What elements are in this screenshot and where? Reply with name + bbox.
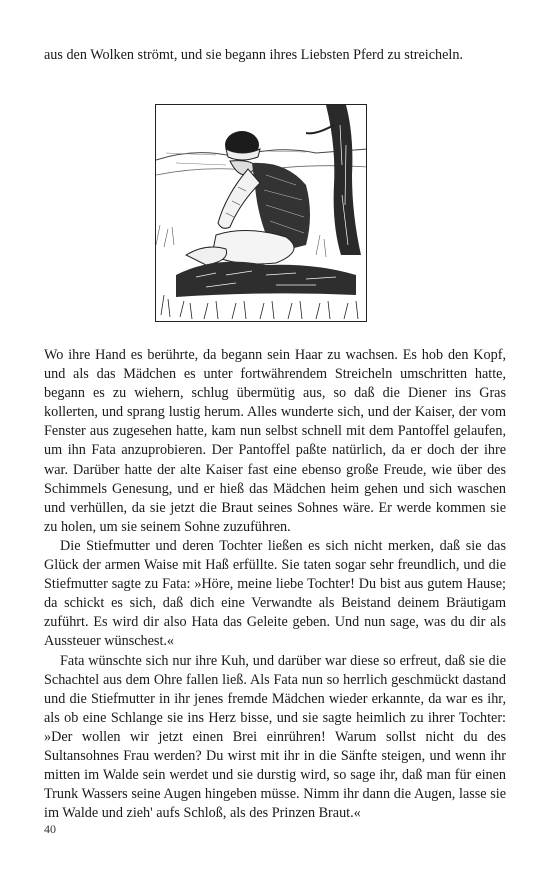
illustration-woodcut	[155, 104, 367, 322]
main-text	[44, 346, 506, 823]
illustration-drawing	[156, 105, 367, 322]
text-continuation	[44, 46, 506, 65]
paragraph: Fata wünschte sich nur ihre Kuh, und darüber war diese so erfreut, daß sie die Schachtel aus dem Ohre fallen ließ. Als Fata nun so herrlich geschmückt dastand und die Stiefmutter in ihr jenes fremde Mädchen wieder erkannte, da war es ihr, als ob eine Schlange sie ins Herz bisse, und sie sagte heimlich zu ihrer Tochter: »Der wollen wir jetzt einen Brei einrühren! Warum sollst nicht du des Sultansohnes Frau werden? Du wirst mit ihr in die Sänfte steigen, und wenn ihr mitten im Walde sein werdet und sie durstig wird, so sage ihr, daß man für einen Trunk Wassers seine Augen hingeben müsse. Nimm ihr dann die Augen, lasse sie im Walde und zieh' aufs Schloß, als des Prinzen Braut.«	[44, 652, 506, 822]
page-number: 40	[44, 822, 56, 836]
paragraph: Die Stiefmutter und deren Tochter ließen es sich nicht merken, daß sie das Glück der armen Waise mit Haß erfüllte. Sie taten sogar sehr freundlich, und die Stiefmutter sagte zu Fata: »Höre, meine liebe Tochter! Du bist aus gutem Hause; da schickt es sich, daß dich eine Verwandte als Beistand deinem Bräutigam zuführt. Es wird dir also Hata das Geleite geben. Und nun sage, was du dir als Aussteuer wünschest.«	[44, 537, 506, 650]
continuation-paragraph: aus den Wolken strömt, und sie begann ihres Liebsten Pferd zu streicheln.	[44, 47, 463, 63]
paragraph: Wo ihre Hand es berührte, da begann sein Haar zu wachsen. Es hob den Kopf, und als das Mädchen es unter fortwährendem Streicheln umschritten hatte, begann es zu wiehern, schlug übermütig aus, so daß die Diener ins Gras kollerten, und sprang lustig herum. Alles wunderte sich, und der Kaiser, der vom Fenster aus zugesehen hatte, kam nun selbst schnell mit dem Pantoffel gelaufen, um ihn Fata anzuprobieren. Der Pantoffel paßte natürlich, da er doch der ihre war. Darüber hatte der alte Kaiser fast eine ebenso große Freude, wie über des Schimmels Genesung, und er hieß das Mädchen heim gehen und sich waschen und verhüllen, da sie jetzt die Braut seines Sohnes wäre. Er werde kommen sie zu holen, um sie seinem Sohne zuzuführen.	[44, 347, 506, 535]
